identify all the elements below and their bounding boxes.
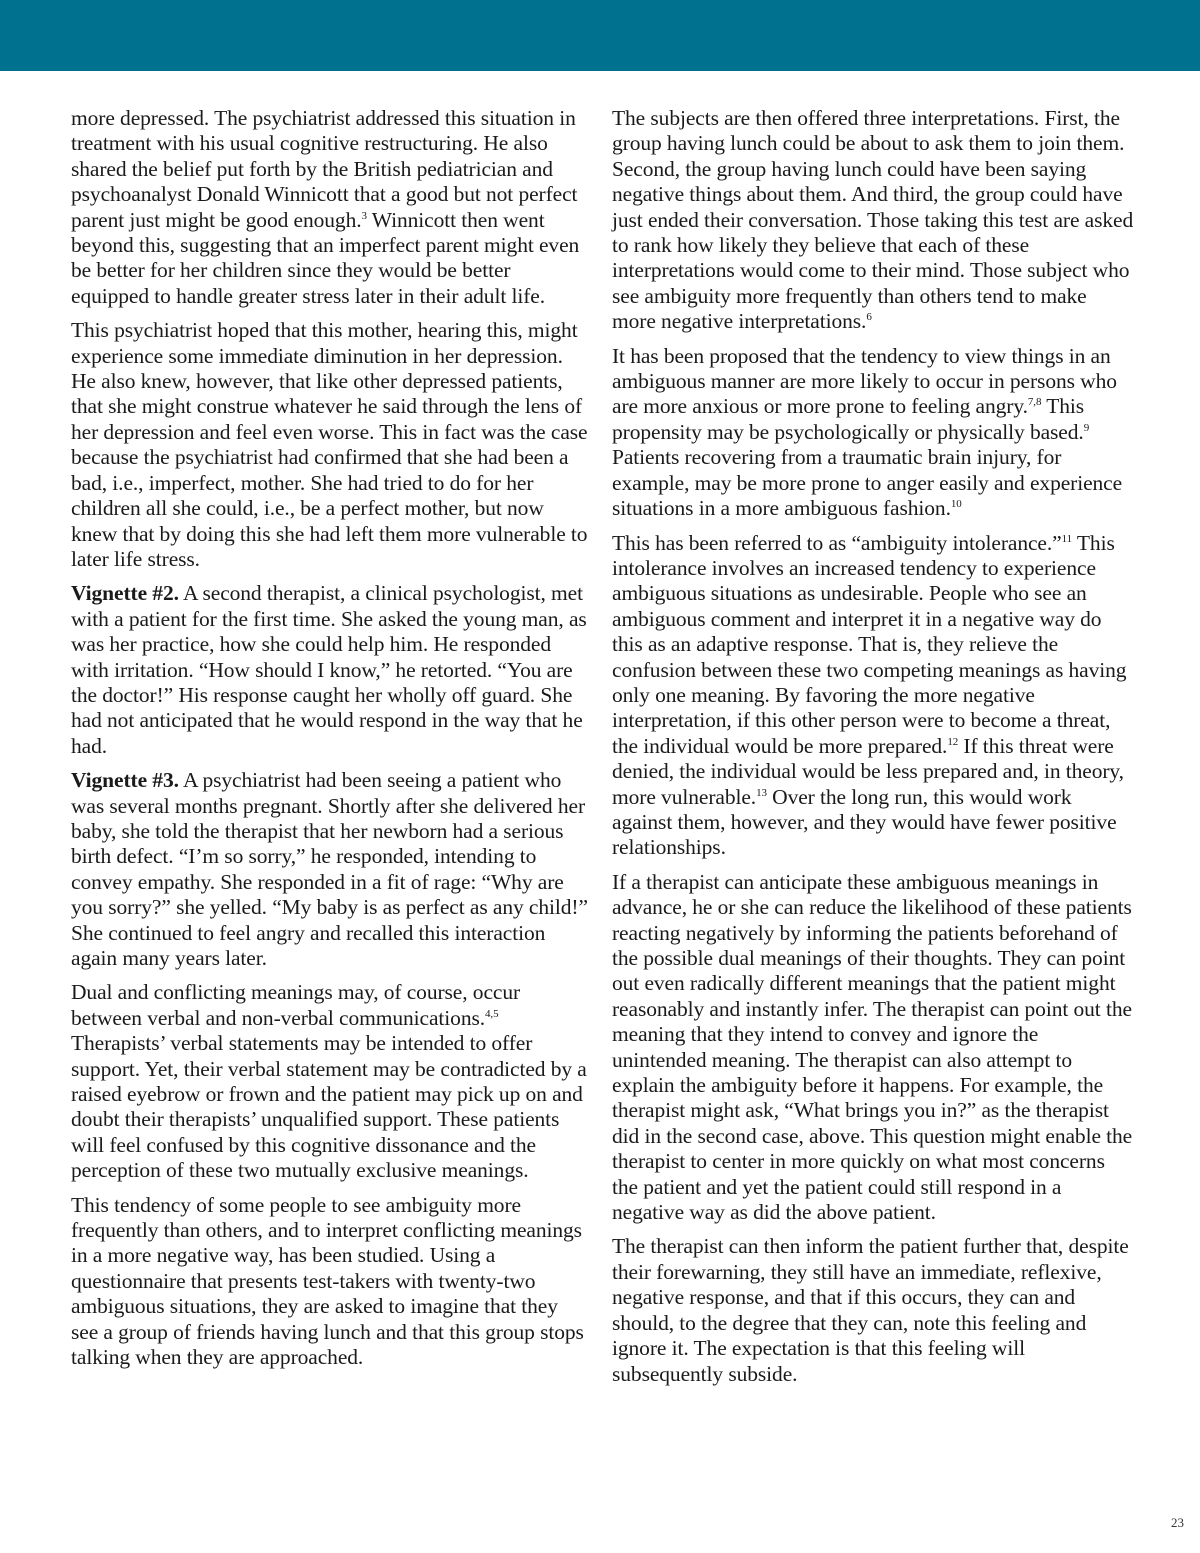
paragraph: Dual and conflicting meanings may, of course, occur between verbal and non-verbal communications.$^{4,5}$ Therapists’ verbal statements may be intended to offer support. Yet, their verbal statement may be contradicted by a raised eyebrow or frown and the patient may pick up on and doubt their therapists’ unqualified support. These patients will feel confused by this cognitive dissonance and the perception of these two mutually exclusive meanings.	[71, 980, 587, 1183]
paragraph: This psychiatrist hoped that this mother, hearing this, might experience some immediate diminution in her depression. He also knew, however, that like other depressed patients, that she might construe whatever he said through the lens of her depression and feel even worse. This in fact was the case because the psychiatrist had confirmed that she had been a bad, i.e., imperfect, mother. She had tried to do for her children all she could, i.e., be a perfect mother, but now knew that by doing this she had left them more vulnerable to later life stress.	[71, 318, 588, 571]
footnote-ref[interactable]: 11	[1061, 532, 1072, 545]
page-number: 23	[1171, 1515, 1184, 1530]
paragraph: This tendency of some people to see ambiguity more frequently than others, and to interpret conflicting meanings in a more negative way, has been studied. Using a questionnaire that presents test-takers with twenty-two ambiguous situations, they are asked to imagine that they see a group of friends having lunch and that this group stops talking when they are approached.	[71, 1192, 584, 1370]
right-column	[612, 106, 1134, 1396]
footnote-ref[interactable]: 13	[756, 786, 767, 799]
footnote-ref[interactable]: 4,5	[485, 1007, 499, 1020]
vignette-2-label: Vignette #2.	[71, 581, 179, 606]
footnote-ref[interactable]: 12	[947, 735, 959, 748]
paragraph: more depressed. The psychiatrist addressed this situation in treatment with his usual cognitive restructuring. He also shared the belief put forth by the British pediatrician and psychoanalyst Donald Winnicott that a good but not perfect parent just might be good enough.$^3$ Winnicott then went beyond this, suggesting that an imperfect parent might even be better for her children since they would be better equipped to handle greater stress later in their adult life.	[71, 106, 580, 308]
footnote-ref[interactable]: 3	[361, 209, 367, 222]
left-column	[71, 106, 589, 1380]
paragraph: It has been proposed that the tendency to view things in an ambiguous manner are more likely to occur in persons who are more anxious or more prone to feeling angry.$^{7,8}$ This propensity may be psychologically or physically based.$^9$ Patients recovering from a traumatic brain injury, for example, may be more prone to anger easily and experience situations in a more ambiguous fashion.$^{10}$	[612, 343, 1123, 521]
vignette-3: Vignette #3. A psychiatrist had been seeing a patient who was several months pregnant. Shortly after she delivered her baby, she told the therapist that her newborn had a serious birth defect. “I’m so sorry,” he responded, intending to convey empathy. She responded in a fit of rage: “Why are you sorry?” she yelled. “My baby is as perfect as any child!” She continued to feel angry and recalled this interaction again many years later.	[71, 768, 588, 970]
paragraph: If a therapist can anticipate these ambiguous meanings in advance, he or she can reduce the likelihood of these patients reacting negatively by informing the patients beforehand of the possible dual meanings of their thoughts. They can point out even radically different meanings that the patient might reasonably and instantly infer. The therapist can point out the meaning that they intend to convey and ignore the unintended meaning. The therapist can also attempt to explain the ambiguity before it happens. For example, the therapist might ask, “What brings you in?” as the therapist did in the second case, above. This question might enable the therapist to center in more quickly on what most concerns the patient and yet the patient could still respond in a negative way as did the above patient.	[612, 869, 1133, 1225]
footnote-ref[interactable]: 9	[1083, 421, 1090, 434]
footnote-ref[interactable]: 6	[866, 311, 872, 324]
paragraph: This has been referred to as “ambiguity intolerance.”$^{11}$ This intolerance involves an increased tendency to experience ambiguous situations as undesirable. People who see an ambiguous comment and interpret it in a negative way do this as an adaptive response. That is, they relieve the confusion between these two competing meanings as having only one meaning. By favoring the more negative interpretation, if this other person were to become a threat, the individual would be more prepared.$^{12}$ If this threat were denied, the individual would be less prepared and, in theory, more vulnerable.$^{13}$ Over the long run, this would work against them, however, and they would have fewer positive relationships.	[612, 530, 1127, 860]
footnote-ref[interactable]: 7,8	[1027, 396, 1042, 409]
vignette-3-label: Vignette #3.	[71, 768, 179, 793]
vignette-2: Vignette #2. A second therapist, a clinical psychologist, met with a patient for the first time. She asked the young man, as was her practice, how she could help him. He responded with irritation. “How should I know,” he retorted. “You are the doctor!” His response caught her wholly off guard. She had not anticipated that he would respond in the way that he had.	[71, 581, 587, 758]
footnote-ref[interactable]: 10	[950, 498, 962, 511]
paragraph: The therapist can then inform the patient further that, despite their forewarning, they still have an immediate, reflexive, negative response, and that if this occurs, they can and should, to the degree that they can, note this feeling and ignore it. The expectation is that this feeling will subsequently subside.	[612, 1234, 1129, 1386]
paragraph: The subjects are then offered three interpretations. First, the group having lunch could be about to ask them to join them. Second, the group having lunch could have been saying negative things about them. And third, the group could have just ended their conversation. Those taking this test are asked to rank how likely they believe that each of these interpretations would come to their mind. Those subject who see ambiguity more frequently than others tend to make more negative interpretations.$^6$	[612, 106, 1134, 334]
header-color-band	[0, 0, 1200, 71]
